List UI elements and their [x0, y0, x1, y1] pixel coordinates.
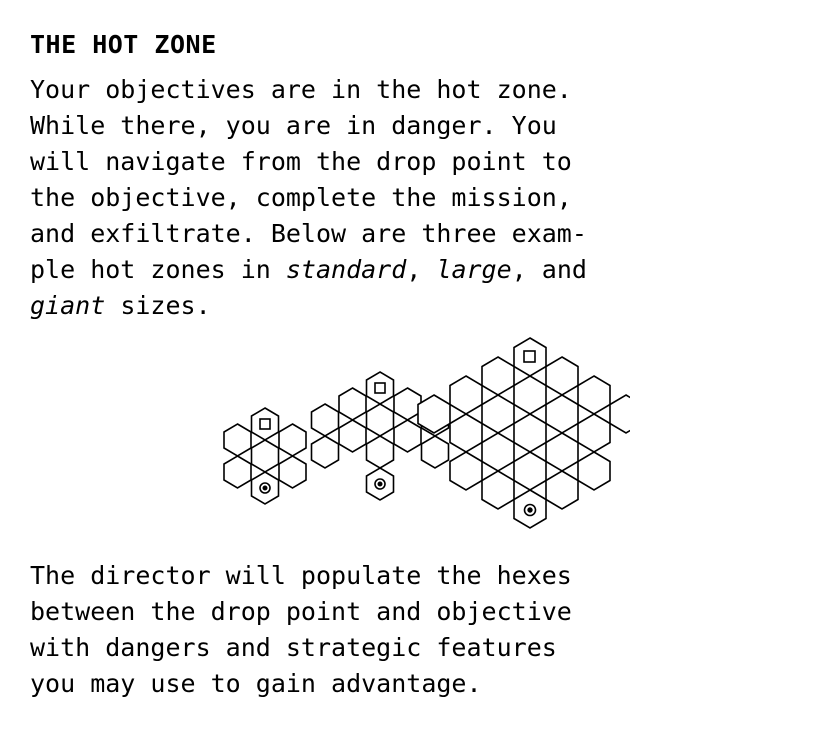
closing-line-4: you may use to gain advantage.: [30, 669, 482, 698]
closing-line-2: between the drop point and objective: [30, 597, 572, 626]
hex-tile: [578, 414, 610, 452]
hex-tile: [394, 420, 421, 452]
hex-tile: [367, 404, 394, 436]
closing-line-1: The director will populate the hexes: [30, 561, 572, 590]
size-giant-label: giant: [30, 291, 106, 320]
hex-tile: [367, 436, 394, 468]
hex-tile: [482, 471, 514, 509]
intro-sep-2: , and: [511, 255, 587, 284]
hex-tile: [546, 395, 578, 433]
hex-tile: [422, 436, 449, 468]
intro-line-7-suffix: sizes.: [105, 291, 211, 320]
hex-tile: [312, 436, 339, 468]
size-standard-label: standard: [285, 255, 407, 284]
hex-grid-giant: [418, 338, 630, 528]
intro-paragraph: [30, 72, 790, 324]
square-marker-icon: [524, 351, 535, 362]
square-marker-icon: [375, 383, 385, 393]
hex-tile: [252, 440, 279, 472]
hex-tile: [279, 456, 306, 488]
hex-tile: [482, 433, 514, 471]
intro-line-6-prefix: ple hot zones in: [30, 255, 286, 284]
hex-tile: [450, 376, 482, 414]
intro-line-2: While there, you are in danger. You: [30, 111, 557, 140]
hex-tile: [482, 395, 514, 433]
closing-line-3: with dangers and strategic features: [30, 633, 557, 662]
size-large-label: large: [436, 255, 512, 284]
hot-zone-figure: [210, 330, 630, 555]
hex-tile: [450, 414, 482, 452]
dot-marker-icon: [378, 482, 382, 486]
closing-paragraph: [30, 558, 790, 702]
hex-grid-large: [312, 372, 449, 500]
intro-line-4: the objective, complete the mission,: [30, 183, 572, 212]
hex-tile: [339, 420, 366, 452]
hex-tile: [578, 376, 610, 414]
hex-grids-svg: [210, 330, 630, 555]
hex-tile: [514, 376, 546, 414]
hex-tile: [514, 414, 546, 452]
square-marker-icon: [260, 419, 270, 429]
hex-tile: [578, 452, 610, 490]
dot-marker-icon: [263, 486, 267, 490]
intro-sep-1: ,: [406, 255, 437, 284]
dot-marker-icon: [528, 508, 532, 512]
page-title: THE HOT ZONE: [30, 30, 217, 59]
intro-line-1: Your objectives are in the hot zone.: [30, 75, 572, 104]
hex-tile: [312, 404, 339, 436]
hex-tile: [546, 471, 578, 509]
hex-tile: [514, 452, 546, 490]
hex-grid-standard: [224, 408, 306, 504]
hex-tile: [394, 388, 421, 420]
hex-tile: [279, 424, 306, 456]
hex-tile: [339, 388, 366, 420]
hex-tile: [482, 357, 514, 395]
hex-tile: [546, 357, 578, 395]
hex-tile: [224, 424, 251, 456]
intro-line-3: will navigate from the drop point to: [30, 147, 572, 176]
hex-tile: [224, 456, 251, 488]
intro-line-5: and exfiltrate. Below are three exam-: [30, 219, 587, 248]
hex-tile: [450, 452, 482, 490]
hex-tile: [610, 395, 630, 433]
hex-tile: [546, 433, 578, 471]
